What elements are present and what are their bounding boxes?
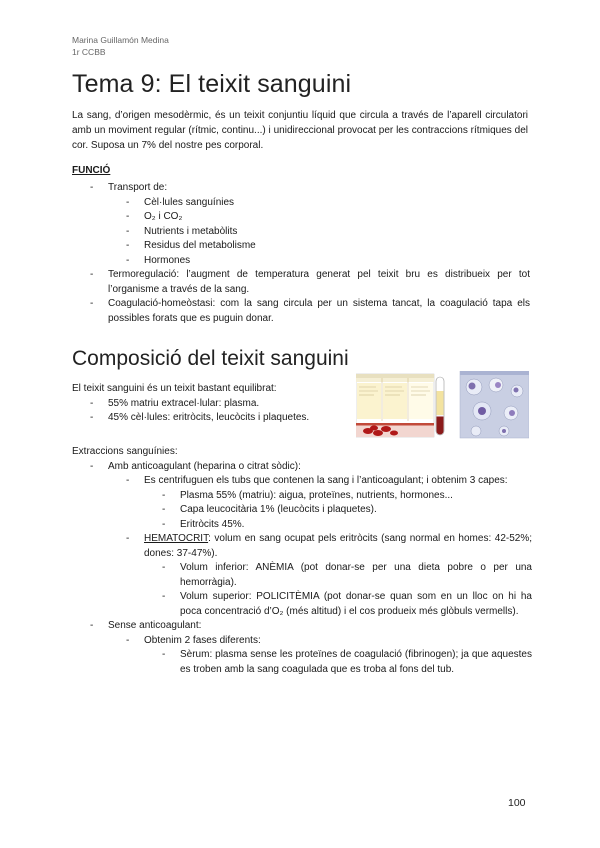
- blood-composition-figure: [356, 371, 529, 439]
- list-item: - Obtenim 2 fases diferents:: [126, 634, 261, 646]
- centrifug-text: Es centrifuguen els tubs que contenen la sang i l’anticoagulant; i obtenim 3 capes:: [144, 475, 508, 486]
- list-item: - 45% cèl·lules: eritròcits, leucòcits i plaquetes.: [90, 412, 310, 423]
- list-item: - Cèl·lules sanguínies: [126, 196, 235, 208]
- fases-text: Obtenim 2 fases diferents:: [144, 634, 261, 646]
- platelet-group: [471, 426, 481, 436]
- list-item: - Volum superior: POLICITÈMIA (pot donar-se quan som en un lloc on hi ha poca concentració d’O₂ (més altitud) i el cos produeix més glòbuls vermells).: [162, 591, 532, 617]
- list-item: - Sense anticoagulant:: [90, 620, 202, 631]
- list-item: - Volum inferior: ANÈMIA (pot donar-se per una dieta pobre o per una hemorràgia).: [162, 562, 532, 588]
- author-name: Marina Guillamón Medina: [72, 35, 169, 45]
- termoregulacio-text: Termoregulació: l’augment de temperatura generat pel teixit bru es distribueix per tot l’organisme a través de la sang.: [108, 269, 530, 295]
- page-title: Tema 9: El teixit sanguini: [72, 70, 352, 98]
- composicio-text: [72, 382, 352, 426]
- plasma-cell-1: [357, 383, 381, 419]
- volum-inferior-text: Volum inferior: ANÈMIA (pot donar-se per una dieta pobre o per una hemorràgia).: [180, 562, 532, 588]
- list-item: - Eritròcits 45%.: [162, 518, 245, 530]
- list-item: - Hormones: [126, 254, 191, 266]
- list-item: - Residus del metabolisme: [126, 240, 256, 251]
- extraccions-heading: Extraccions sanguínies:: [72, 446, 178, 457]
- erythrocyte-layer: [437, 417, 444, 435]
- list-item: - Coagulació-homeòstasi: com la sang circula per un sistema tancat, la coagulació tapa els possibles forats que es puguin donar.: [90, 298, 530, 324]
- hematocrit-label: HEMATOCRIT: [144, 533, 209, 544]
- page-header: [72, 34, 169, 58]
- composicio-intro: El teixit sanguini és un teixit bastant equilibrat:: [72, 383, 277, 394]
- page-number: 100: [508, 797, 526, 809]
- table-header-bar: [356, 374, 434, 378]
- plasma-cell-3: [409, 383, 433, 419]
- extraccions-section: [72, 445, 532, 677]
- list-item: - Plasma 55% (matriu): aigua, proteïnes, nutrients, hormones...: [162, 489, 453, 501]
- list-item: - 55% matriu extracel·lular: plasma.: [90, 397, 260, 409]
- volum-superior-text: Volum superior: POLICITÈMIA (pot donar-se quan som en un lloc on hi ha poca concentració d’O₂ (més altitud) i el cos produeix més glòbuls vermells).: [180, 591, 532, 617]
- plasma-layer: [437, 391, 444, 415]
- coagulacio-text: Coagulació-homeòstasi: com la sang circula per un sistema tancat, la coagulació tapa els possibles forats que es puguin donar.: [108, 298, 530, 324]
- anticoagulant-text: Amb anticoagulant (heparina o citrat sòdic):: [108, 460, 301, 472]
- table-subheader-bar: [356, 378, 434, 382]
- buffy-coat-layer: [437, 415, 444, 417]
- intro-paragraph: La sang, d’origen mesodèrmic, és un teixit conjuntiu líquid que circula a través de l’aparell circulatori amb un moviment regular (rítmic, continu...) i unidireccional provocat per les contraccions rítmiques del cor. Suposa un 7% del nostre pes corporal.: [72, 110, 528, 151]
- list-item: - Es centrifuguen els tubs que contenen la sang i l’anticoagulant; i obtenim 3 capes:: [126, 475, 508, 486]
- transport-label: Transport de:: [108, 182, 168, 193]
- transport-sublist: [90, 196, 530, 269]
- funcio-list: [90, 181, 530, 326]
- sense-anticoagulant-text: Sense anticoagulant:: [108, 620, 202, 631]
- section-heading-composicio: Composició del teixit sanguini: [72, 347, 349, 370]
- serum-text: Sèrum: plasma sense les proteïnes de coagulació (fibrinogen); ja que aquestes es troben amb la sang coagulada que es troba al fons del tub.: [180, 649, 532, 675]
- list-item: - Termoregulació: l’augment de temperatura generat pel teixit bru es distribueix per tot l’organisme a través de la sang.: [90, 269, 530, 295]
- list-item: - O₂ i CO₂: [126, 211, 183, 222]
- list-item: - HEMATOCRIT: volum en sang ocupat pels eritròcits (sang normal en homes: 42-52%; dones: 37-47%).: [126, 533, 532, 559]
- course-label: 1r CCBB: [72, 47, 106, 57]
- list-item: - Nutrients i metabòlits: [126, 225, 238, 237]
- list-item: - Amb anticoagulant (heparina o citrat sòdic):: [90, 460, 301, 472]
- list-item: - Capa leucocitària 1% (leucòcits i plaquetes).: [162, 504, 377, 515]
- list-item: - Transport de:: [90, 182, 168, 193]
- hematocrit-text: : volum en sang ocupat pels eritròcits (sang normal en homes: 42-52%; dones: 37-47%).: [144, 533, 532, 559]
- funcio-heading: FUNCIÓ: [72, 165, 111, 176]
- list-item: - Sèrum: plasma sense les proteïnes de coagulació (fibrinogen); ja que aquestes es troben amb la sang coagulada que es troba al fons del tub.: [162, 649, 532, 675]
- plasma-cell-2: [383, 383, 407, 419]
